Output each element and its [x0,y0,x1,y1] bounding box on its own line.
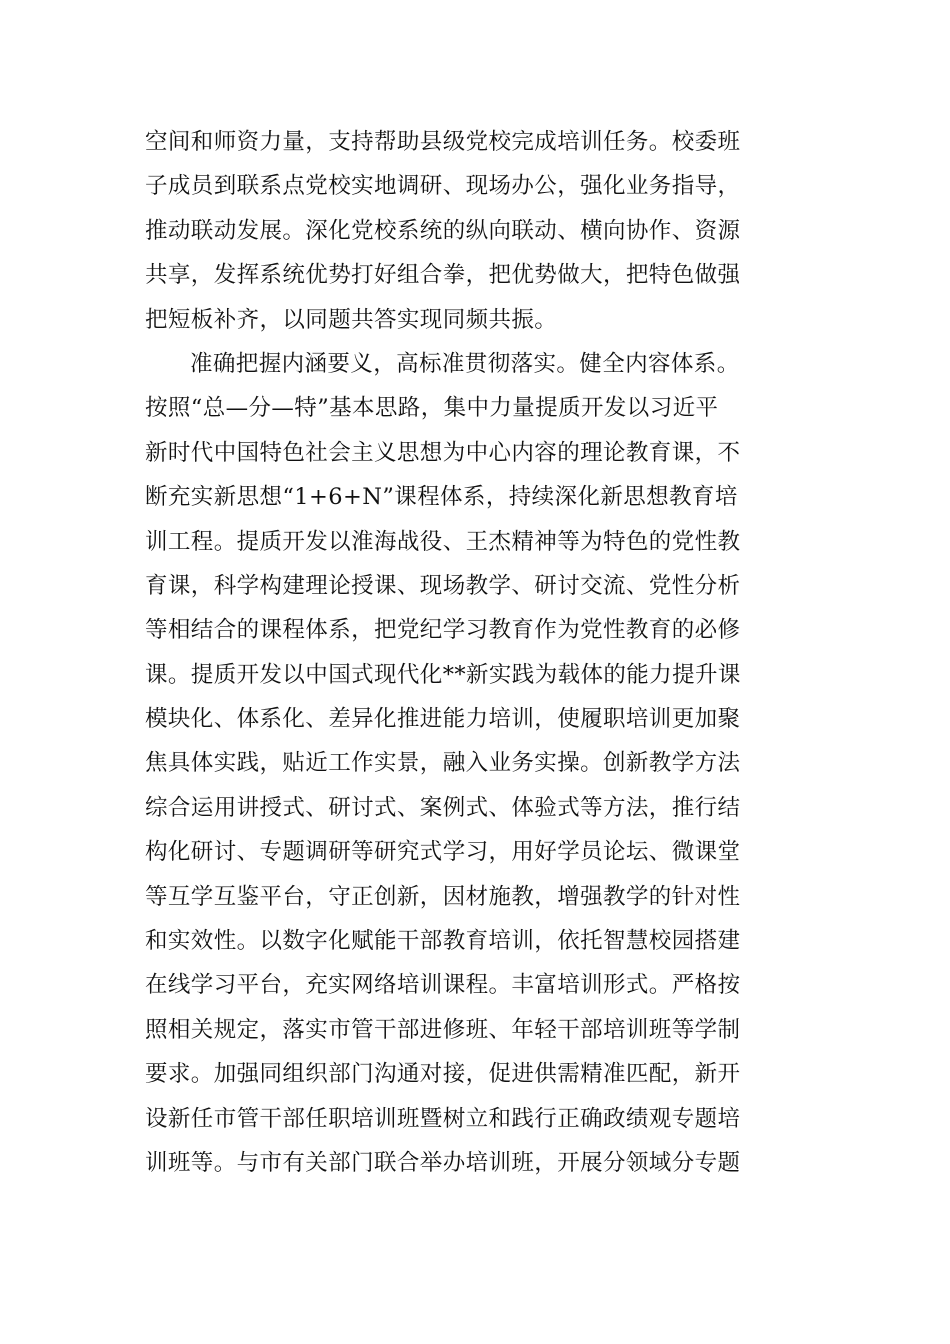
text-line: 要求。加强同组织部门沟通对接，促进供需精准匹配，新开 [145,1061,741,1088]
text-line: 在线学习平台，充实网络培训课程。丰富培训形式。严格按 [145,972,741,999]
text-line: 构化研讨、专题调研等研究式学习，用好学员论坛、微课堂 [145,839,741,866]
text-line: 新时代中国特色社会主义思想为中心内容的理论教育课，不 [145,439,741,466]
text-line: 设新任市管干部任职培训班暨树立和践行正确政绩观专题培 [145,1105,741,1132]
text-line: 模块化、体系化、差异化推进能力培训，使履职培训更加聚 [145,706,741,733]
text-line: 按照“总—分—特”基本思路，集中力量提质开发以习近平 [145,395,719,422]
text-line: 育课，科学构建理论授课、现场教学、研讨交流、党性分析 [145,572,741,599]
text-line: 空间和师资力量，支持帮助县级党校完成培训任务。校委班 [145,129,741,155]
text-line: 训工程。提质开发以淮海战役、王杰精神等为特色的党性教 [145,528,741,555]
text-line: 共享，发挥系统优势打好组合拳，把优势做大，把特色做强 [145,262,741,289]
text-line: 课。提质开发以中国式现代化**新实践为载体的能力提升课 [145,661,741,688]
text-line: 焦具体实践，贴近工作实景，融入业务实操。创新教学方法 [145,750,741,777]
text-line: 综合运用讲授式、研讨式、案例式、体验式等方法，推行结 [145,794,741,821]
text-line: 推动联动发展。深化党校系统的纵向联动、横向协作、资源 [145,217,741,244]
paragraph-start-line: 准确把握内涵要义，高标准贯彻落实。健全内容体系。 [190,350,740,377]
text-line: 和实效性。以数字化赋能干部教育培训，依托智慧校园搭建 [145,928,741,955]
text-line: 等相结合的课程体系，把党纪学习教育作为党性教育的必修 [145,617,741,644]
text-line: 子成员到联系点党校实地调研、现场办公，强化业务指导， [145,173,741,200]
text-line: 等互学互鉴平台，守正创新，因材施教，增强教学的针对性 [145,883,741,910]
text-line: 把短板补齐，以同题共答实现同频共振。 [145,306,558,333]
text-line: 照相关规定，落实市管干部进修班、年轻干部培训班等学制 [145,1016,741,1043]
body-text [145,120,815,1185]
text-line: 训班等。与市有关部门联合举办培训班，开展分领域分专题 [145,1149,741,1176]
text-line: 断充实新思想“1+6+N”课程体系，持续深化新思想教育培 [145,484,738,511]
